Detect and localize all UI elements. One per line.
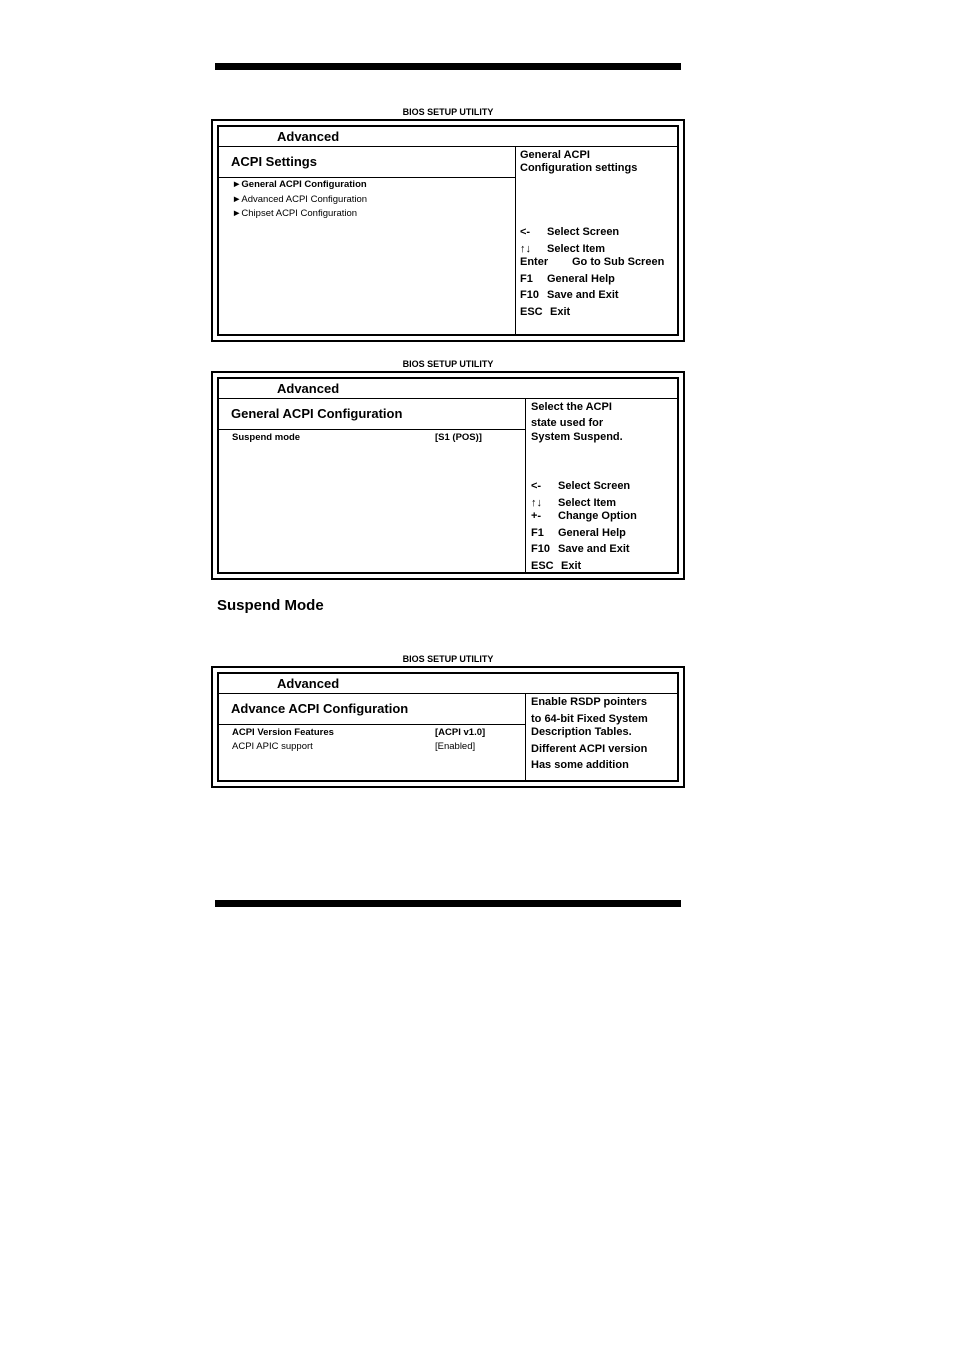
help-text: System Suspend. [531, 431, 623, 443]
key-hint-action: Select Screen [547, 226, 620, 238]
menu-item-advanced-acpi[interactable]: ►Advanced ACPI Configuration [232, 194, 368, 205]
section-title: ACPI Settings [231, 154, 317, 169]
key-hint-action: Select Item [547, 243, 606, 255]
key-hint-action: Exit [561, 560, 582, 572]
help-pane [525, 694, 677, 780]
key-hint-key: F1 [520, 273, 533, 285]
setting-value-acpi-version[interactable]: [ACPI v1.0] [435, 727, 486, 738]
key-hint-action: Select Item [558, 497, 617, 509]
key-hint-key: <- [520, 226, 531, 238]
setting-value-suspend-mode[interactable]: [S1 (POS)] [435, 432, 482, 443]
help-text: to 64-bit Fixed System [531, 713, 648, 725]
bios-utility-title: BIOS SETUP UTILITY [402, 654, 494, 664]
settings-pane [219, 399, 525, 572]
key-hint-key: F10 [520, 289, 539, 301]
help-text: Configuration settings [520, 162, 638, 174]
help-text: Description Tables. [531, 726, 632, 738]
tab-advanced[interactable]: Advanced [277, 676, 340, 691]
section-header [219, 147, 515, 178]
key-hint-action: Save and Exit [547, 289, 619, 301]
section-header [219, 399, 525, 430]
bios-panel-advance-acpi [211, 666, 685, 788]
key-hint-key: <- [531, 480, 542, 492]
tab-bar [219, 674, 677, 694]
help-text: Different ACPI version [531, 743, 648, 755]
key-hint-action: Select Screen [558, 480, 631, 492]
menu-item-general-acpi[interactable]: ►General ACPI Configuration [232, 179, 367, 190]
tab-bar [219, 127, 677, 147]
settings-pane [219, 694, 525, 780]
help-pane [515, 147, 677, 334]
bios-panel-acpi-settings [211, 119, 685, 342]
key-hint-action: Go to Sub Screen [572, 256, 665, 268]
help-text: General ACPI [520, 149, 590, 161]
key-hint-action: Change Option [558, 510, 637, 522]
help-text: Has some addition [531, 759, 629, 771]
tab-bar [219, 379, 677, 399]
key-hint-key: ↑↓ [520, 243, 531, 255]
settings-pane [219, 147, 515, 334]
bios-panel-general-acpi [211, 371, 685, 580]
key-hint-key: ESC [520, 306, 543, 318]
setting-value-apic-support[interactable]: [Enabled] [435, 741, 476, 752]
section-title: General ACPI Configuration [231, 406, 403, 421]
key-hint-action: General Help [547, 273, 615, 285]
key-hint-key: F10 [531, 543, 550, 555]
section-caption: Suspend Mode [217, 597, 324, 614]
key-hint-action: Exit [550, 306, 571, 318]
tab-advanced[interactable]: Advanced [277, 381, 340, 396]
key-hint-key: F1 [531, 527, 544, 539]
key-hint-key: Enter [520, 256, 549, 268]
setting-label-acpi-version[interactable]: ACPI Version Features [232, 727, 334, 738]
key-hint-key: ESC [531, 560, 554, 572]
key-hint-key: +- [531, 510, 542, 522]
setting-label-apic-support[interactable]: ACPI APIC support [232, 741, 313, 752]
bottom-rule [215, 900, 681, 907]
key-hint-action: General Help [558, 527, 626, 539]
key-hint-action: Save and Exit [558, 543, 630, 555]
help-text: Select the ACPI [531, 401, 612, 413]
menu-item-chipset-acpi[interactable]: ►Chipset ACPI Configuration [232, 208, 358, 219]
help-pane [525, 399, 677, 572]
key-hint-key: ↑↓ [531, 497, 542, 509]
tab-advanced[interactable]: Advanced [277, 129, 340, 144]
help-text: state used for [531, 417, 604, 429]
bios-utility-title: BIOS SETUP UTILITY [402, 359, 494, 369]
setting-label-suspend-mode[interactable]: Suspend mode [232, 432, 301, 443]
section-header [219, 694, 525, 725]
bios-utility-title: BIOS SETUP UTILITY [402, 107, 494, 117]
help-text: Enable RSDP pointers [531, 696, 647, 708]
top-rule [215, 63, 681, 70]
section-title: Advance ACPI Configuration [231, 701, 409, 716]
